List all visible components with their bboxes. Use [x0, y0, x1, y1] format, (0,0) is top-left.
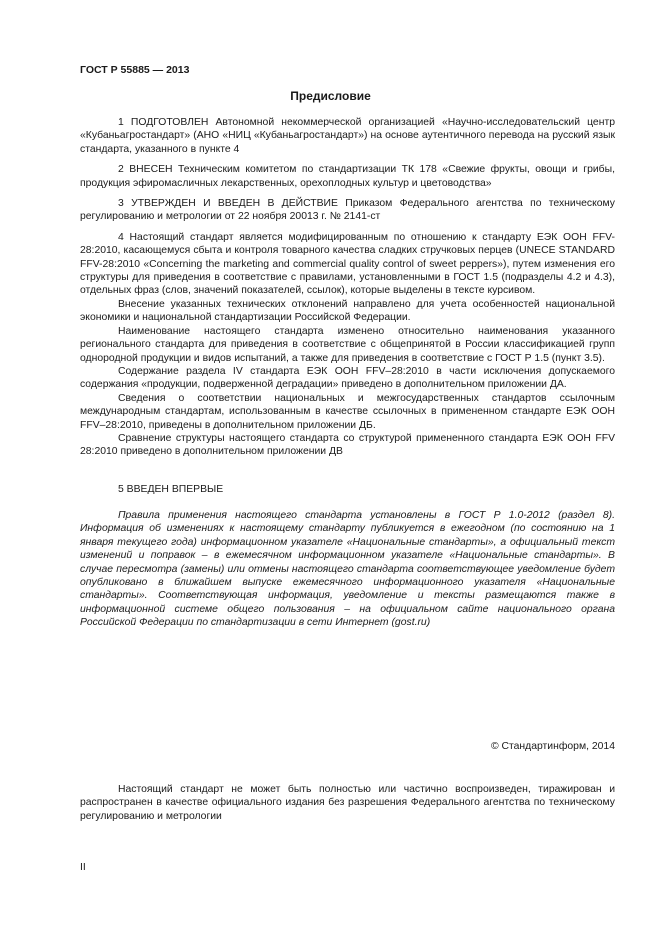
- copyright-line: © Стандартинформ, 2014: [490, 741, 615, 752]
- standard-code: ГОСТ Р 55885 — 2013: [80, 64, 190, 76]
- paragraph-structure-comparison: Сравнение структуры настоящего стандарта со структурой примененного стандарта ЕЭК ООН FFV 28:2010 приведено в дополнительном приложении ДВ: [80, 432, 615, 458]
- reproduction-notice-text: Настоящий стандарт не может быть полностью или частично воспроизведен, тиражирован и распространен в качестве официального издания без разрешения Федерального агентства по техническому регулированию и метрологии: [80, 784, 615, 822]
- paragraph-first-introduced: 5 ВВЕДЕН ВПЕРВЫЕ: [118, 484, 224, 495]
- paragraph-reference-standards: Сведения о соответствии национальных и межгосударственных стандартов ссылочным международным стандартам, использованным в качестве ссылочных в примененном стандарте ЕЭК ООН FFV–28:2010, приведены в дополнительном приложении ДБ.: [80, 392, 615, 431]
- application-rules-text: Правила применения настоящего стандарта установлены в ГОСТ Р 1.0-2012 (раздел 8). Информация об изменениях к настоящему стандарту публикуется в ежегодном (по состоянию на 1 января текущего года) информационном указателе «Национальные стандарты», а официальный текст изменений и поправок – в ежемесячном информационном указателе «Национальные стандарты». В случае пересмотра (замены) или отмены настоящего стандарта соответствующее уведомление будет опубликовано в ближайшем выпуске ежемесячного информационного указателя «Национальные стандарты». Соответствующая информация, уведомление и тексты размещаются также в информационной системе общего пользования – на официальном сайте национального органа Российской Федерации по стандартизации в сети Интернет (gost.ru): [80, 510, 615, 629]
- foreword-body: [80, 116, 615, 459]
- application-rules-notice: [80, 509, 615, 630]
- paragraph-introduced: 2 ВНЕСЕН Техническим комитетом по стандартизации ТК 178 «Свежие фрукты, овощи и грибы, продукция эфиромасличных лекарственных, орехоплодных культур и цветоводства»: [80, 164, 615, 189]
- paragraph-section-iv: Содержание раздела IV стандарта ЕЭК ООН FFV–28:2010 в части исключения допускаемого содержания «продукции, подверженной деградации» приведено в дополнительном приложении ДА.: [80, 365, 615, 391]
- section-title: Предисловие: [290, 89, 371, 103]
- reproduction-notice: [80, 783, 615, 823]
- paragraph-title-change: Наименование настоящего стандарта изменено относительно наименования указанного регионального стандарта для приведения в соответствие с общепринятой в России классификацией групп однородной продукции и видов испытаний, а также для приведения в соответствие с ГОСТ Р 1.5 (пункт 3.5).: [80, 325, 615, 364]
- first-introduced-block: [80, 483, 615, 496]
- paragraph-prepared: 1 ПОДГОТОВЛЕН Автономной некоммерческой организацией «Научно-исследовательский центр «Кубаньагростандарт» (АНО «НИЦ «Кубаньагростандарт») на основе аутентичного перевода на русский язык стандарта, указанного в пункте 4: [80, 117, 615, 155]
- paragraph-modified-standard: 4 Настоящий стандарт является модифицированным по отношению к стандарту ЕЭК ООН FFV-28:2010, касающемуся сбыта и контроля товарного качества сладких стручковых перцев (UNECE STANDARD FFV-28:2010 «Concerning the marketing and commercial quality control of sweet peppers»), путем изменения его структуры для приведения в соответствие с правилами, установленными в ГОСТ 1.5 (подразделы 4.2 и 4.3), отдельных фраз (слов, значений показателей, ссылок), которые выделены в тексте курсивом.: [80, 231, 615, 297]
- paragraph-approved: 3 УТВЕРЖДЕН И ВВЕДЕН В ДЕЙСТВИЕ Приказом Федерального агентства по техническому регулированию и метрологии от 22 ноября 20013 г. № 2141-ст: [80, 198, 615, 223]
- page-number: II: [80, 862, 86, 873]
- paragraph-deviations: Внесение указанных технических отклонений направлено для учета особенностей национальной экономики и национальной стандартизации Российской Федерации.: [80, 298, 615, 324]
